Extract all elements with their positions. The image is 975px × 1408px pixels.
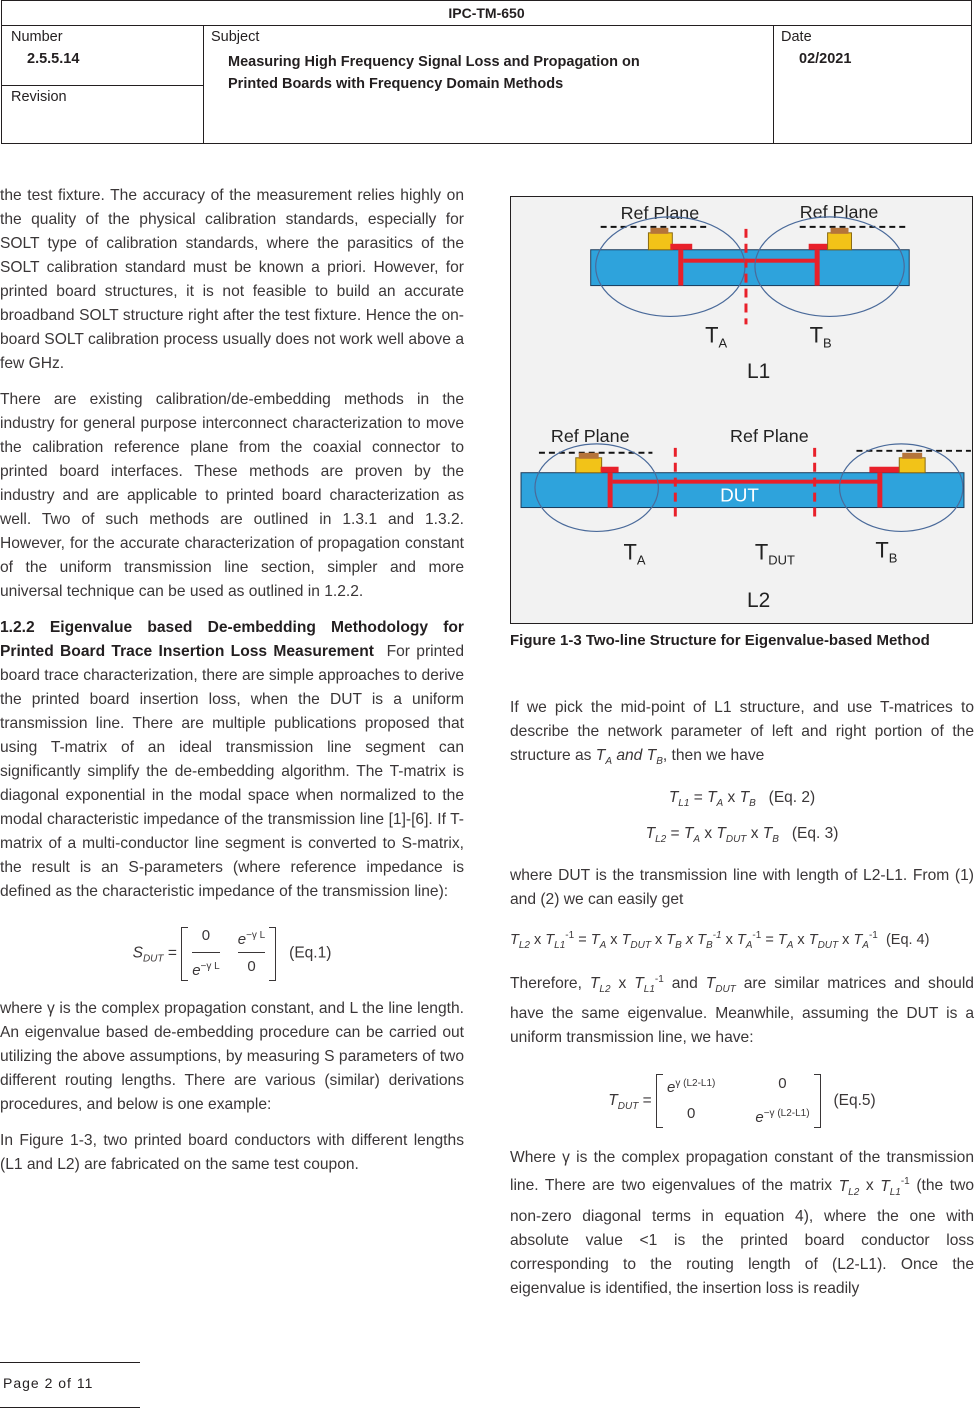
svg-text:TDUT: $T_{DUT}$ [754, 539, 795, 568]
svg-text:TA: $T_A$ [705, 322, 728, 351]
divider [203, 25, 204, 143]
paragraph: where γ is the complex propagation constant, and L the line length. An eigenvalue based de-embedding procedure can be carried out utilizing the above assumptions, by measuring S parameters of two different routing lengths. There are various (similar) derivations procedures, and below is one example: [0, 1000, 464, 1113]
standard-title: IPC-TM-650 [2, 1, 971, 26]
paragraph: In Figure 1-3, two printed board conductors with different lengths (L1 and L2) are fabricated on the same test coupon. [0, 1132, 464, 1173]
number-label: Number [11, 29, 63, 45]
l1-label: L1 [746, 360, 771, 384]
equation-1: $S_{DUT}$ = 0 $e^{-\gamma L}$ $e^{-\gamma L}$ 0 (Eq.1) [0, 924, 464, 983]
date-cell [781, 29, 851, 67]
paragraph: where DUT is the transmission line with length of L2-L1. From (1) and (2) we can easily get [510, 867, 974, 909]
number-cell [11, 29, 79, 67]
ref-plane-label: Ref Plane [620, 202, 700, 223]
equation-2: $T_{L1} = T_A$ x $T_B$ (Eq. 2) [668, 789, 816, 810]
eq1-matrix [181, 924, 276, 983]
revision-label: Revision [11, 89, 67, 105]
number-value: 2.5.5.14 [27, 51, 80, 67]
subject-line-2: Printed Boards with Frequency Domain Methods [228, 76, 564, 92]
revision-cell [11, 89, 67, 105]
divider [773, 25, 774, 143]
divider [2, 85, 203, 86]
svg-text:TB: $T_B$ [875, 537, 898, 566]
footer-rule [0, 1362, 140, 1363]
section-paragraph [0, 616, 464, 904]
equation-4: $T_{L2}$ x $T_{L1}^{-1} = T_A$ x $T_{DUT}$ x $T_B$ x $T_B^{-1}$ x $T_A^{-1} = T_A$ x $T_{DUT}$ x $T_A^{-1}$ (Eq. 4) [510, 930, 930, 952]
paragraph: the test fixture. The accuracy of the measurement relies highly on the quality of the physical calibration standards, especially for SOLT type of calibration standards, where the parasitics of the SOLT calibration standard must be known a priori. However, for printed board structures, it is not feasible to build an accurate broadband SOLT structure right after the test fixture. Hence the on-board SOLT calibration process usually does not work well above a few GHz. [0, 187, 464, 372]
l2-label: L2 [746, 589, 771, 613]
eq1-m21: $e^{-\gamma L}$ [192, 961, 220, 979]
svg-text:TA: $T_A$ [623, 539, 646, 568]
paragraph: If we pick the mid-point of L1 structure, and use T-matrices to describe the network parameter of left and right portion of the structure as $T_A$ and $T_B$, then we have [510, 699, 974, 768]
page-number: Page 2 of 11 [3, 1375, 94, 1391]
eq1-lhs-sub: DUT [142, 953, 164, 965]
paragraph: There are existing calibration/de-embedding methods in the industry for general purpose interconnect characterization to move the calibration reference plane from the coaxial connector to printed board interfaces. These methods are proven by the industry and are applicable to printed board characterization as well. Two of such methods are outlined in 1.3.1 and 1.3.2. However, for the accurate characterization of propagation constant of the uniform transmission line section, simpler and more universal technique can be used as outlined in 1.2.2. [0, 391, 464, 600]
ref-plane-label: Ref Plane [799, 201, 879, 222]
dut-label: DUT [720, 485, 759, 507]
subject-label: Subject [211, 29, 260, 45]
date-value: 02/2021 [799, 51, 852, 67]
document-header [1, 0, 972, 144]
ref-plane-label: Ref Plane [550, 425, 630, 446]
two-line-structure-diagram [511, 197, 972, 623]
equation-3: $T_{L2} = T_A$ x $T_{DUT}$ x $T_B$ (Eq. 3) [645, 825, 839, 846]
eq1-m22: 0 [247, 958, 256, 975]
eq1-label: (Eq.1) [289, 944, 332, 962]
subject-line-1: Measuring High Frequency Signal Loss and Propagation on [228, 54, 640, 70]
equation-5: $T_{DUT}$ = $e^{\gamma (L2-L1)}$ 0 0 $e^{-\gamma (L2-L1)}$ (Eq.5) [608, 1075, 876, 1127]
section-heading: 1.2.2 Eigenvalue based De-embedding Methodology for Printed Board Trace Insertion Loss Measurement [0, 619, 464, 660]
paragraph: Therefore, $T_{L2}$ x $T_{L1}^{-1}$ and $T_{DUT}$ are similar matrices and should have the same eigenvalue. Meanwhile, assuming the DUT is a uniform transmission line, we have: [510, 974, 974, 1047]
date-label: Date [781, 29, 812, 45]
svg-text:TB: $T_B$ [809, 322, 832, 351]
figure-caption: Figure 1-3 Two-line Structure for Eigenvalue-based Method [510, 632, 930, 649]
figure-1-3 [510, 196, 973, 624]
ref-plane-label: Ref Plane [730, 425, 809, 446]
paragraph: Where γ is the complex propagation constant of the transmission line. There are two eigenvalues of the matrix $T_{L2}$ x $T_{L1}^{-1}$ (the two non-zero diagonal terms in equation 4), where the one with absolute value <1 is the printed board conductor loss corresponding to the routing length of (L2-L1). Once the eigenvalue is identified, the insertion loss is readily [510, 1149, 974, 1297]
right-column [510, 696, 974, 1313]
left-column [0, 184, 464, 1189]
eq1-lhs: S [132, 944, 143, 962]
eq1-m11: 0 [192, 924, 220, 953]
subject-cell [211, 29, 640, 95]
section-body: For printed board trace characterization, there are simple approaches to derive the printed board insertion loss, when the DUT is a uniform transmission line. There are multiple publications proposed that using T-matrix of an ideal transmission line segment can significantly simplify the de-embedding algorithm. The T-matrix is diagonal exponential in the modal space when normalized to the modal characteristic impedance of the transmission line [1]-[6]. If T-matrix of a multi-conductor line segment is converted to S-matrix, the result is an S-parameters (where reference impedance is defined as the characteristic impedance of the transmission line): [0, 643, 464, 900]
eq1-m12: $e^{-\gamma L}$ [238, 924, 266, 953]
